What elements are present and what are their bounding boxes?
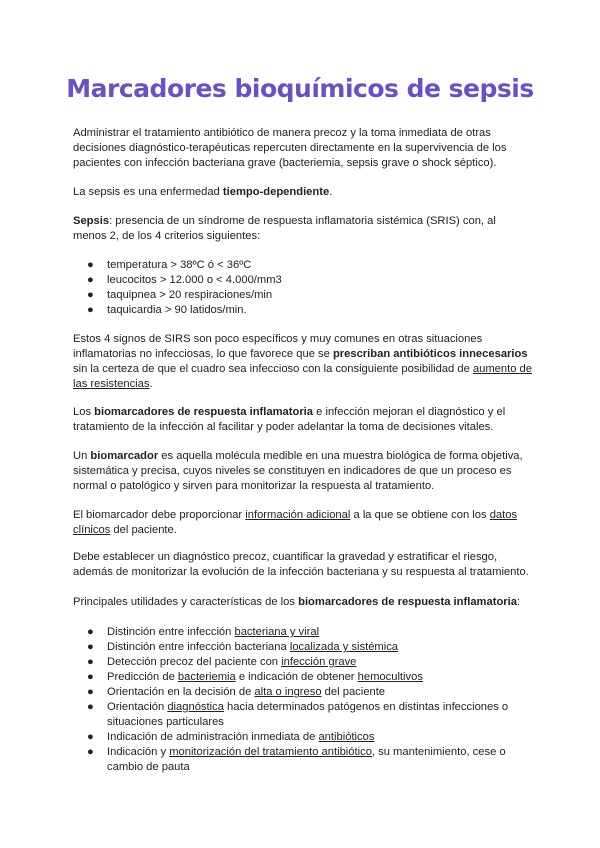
text-span: hacia determinados patógenos en distintas infecciones o xyxy=(223,701,509,713)
list-item-text: taquicardia > 90 latidos/min. xyxy=(107,304,247,316)
list-item xyxy=(73,258,533,273)
text-line: cambio de pauta xyxy=(107,761,190,773)
text-span: es aquella molécula medible en una muestra biológica de forma objetiva, xyxy=(158,450,523,462)
text-span: . xyxy=(149,378,153,390)
bullet-icon: ● xyxy=(87,731,94,743)
text-line: Administrar el tratamiento antibiótico de manera precoz y la toma inmediata de otras xyxy=(73,127,491,139)
bold-term: Sepsis xyxy=(73,215,110,227)
bold-term: biomarcadores de respuesta inflamatoria xyxy=(298,596,517,608)
text-line: pacientes con infección bacteriana grave (bacteriemia, sepsis grave o shock séptico). xyxy=(73,157,497,169)
underlined-term: diagnóstica xyxy=(167,701,224,713)
list-item xyxy=(73,655,533,670)
underlined-term: monitorización del tratamiento antibiótico xyxy=(169,746,372,758)
text-line: Estos 4 signos de SIRS son poco específicos y muy comunes en otras situaciones xyxy=(73,333,483,345)
text-span: Orientación en la decisión de xyxy=(107,686,255,698)
text-line: tratamiento de la infección al facilitar y poder adelantar la toma de decisiones vitales. xyxy=(73,421,494,433)
text-span: Indicación y xyxy=(107,746,170,758)
bold-term: biomarcadores de respuesta inflamatoria xyxy=(94,406,314,418)
underlined-term: alta o ingreso xyxy=(254,686,322,698)
document-title: Marcadores bioquímicos de sepsis xyxy=(66,74,534,103)
text-line: además de monitorizar la evolución de la infección bacteriana y su respuesta al tratamiento. xyxy=(73,566,529,578)
list-item xyxy=(73,700,533,730)
list-item xyxy=(73,625,533,640)
bullet-icon: ● xyxy=(87,656,94,668)
additional-info-paragraph xyxy=(73,508,533,538)
text-span: Principales utilidades y características de los xyxy=(73,596,299,608)
underlined-term: hemocultivos xyxy=(357,671,423,683)
text-span: Distinción entre infección bacteriana xyxy=(107,641,290,653)
bold-term: prescriban antibióticos innecesarios xyxy=(332,348,528,360)
text-span: inflamatorias no infecciosas, lo que favorece que se xyxy=(73,348,333,360)
list-item xyxy=(73,685,533,700)
sirs-criteria-list xyxy=(73,258,533,318)
sirs-specificity-paragraph xyxy=(73,332,533,392)
text-line: Debe establecer un diagnóstico precoz, cuantificar la gravedad y estratificar el riesgo, xyxy=(73,551,498,563)
list-item-text: taquipnea > 20 respiraciones/min xyxy=(107,289,273,301)
biomarker-definition-paragraph xyxy=(73,449,533,494)
biomarkers-intro-paragraph xyxy=(73,405,533,435)
underlined-term: aumento de xyxy=(472,363,532,375)
underlined-term: clínicos xyxy=(73,524,111,536)
early-diagnosis-paragraph xyxy=(73,550,533,580)
text-span: e indicación de obtener xyxy=(235,671,358,683)
list-item xyxy=(73,273,533,288)
underlined-term: bacteriemia xyxy=(177,671,236,683)
text-span: Los xyxy=(73,406,95,418)
bullet-icon: ● xyxy=(87,701,94,713)
list-item xyxy=(73,303,533,318)
uses-heading-paragraph xyxy=(73,595,533,610)
text-span: La sepsis es una enfermedad xyxy=(73,186,223,198)
text-span: : presencia de un síndrome de respuesta inflamatoria sistémica (SRIS) con, al xyxy=(109,215,496,227)
text-span: del paciente xyxy=(321,686,386,698)
bold-term: tiempo-dependiente xyxy=(222,186,330,198)
text-line: normal o patológico y sirven para monitorizar la respuesta al tratamiento. xyxy=(73,480,435,492)
text-span: Orientación xyxy=(107,701,168,713)
text-span: Detección precoz del paciente con xyxy=(107,656,282,668)
list-item xyxy=(73,288,533,303)
list-item-text: temperatura > 38ºC ó < 36ºC xyxy=(107,259,252,271)
underlined-term: bacteriana y viral xyxy=(234,626,320,638)
text-span: , su mantenimiento, cese o xyxy=(371,746,506,758)
underlined-term: datos xyxy=(489,509,518,521)
text-span: . xyxy=(329,186,333,198)
bullet-icon: ● xyxy=(87,289,94,301)
bullet-icon: ● xyxy=(87,641,94,653)
text-span: Indicación de administración inmediata de xyxy=(107,731,319,743)
text-line: decisiones diagnóstico-terapéuticas repercuten directamente en la supervivencia de los xyxy=(73,142,507,154)
intro-paragraph xyxy=(73,126,533,171)
list-item xyxy=(73,640,533,655)
text-line: menos 2, de los 4 criterios siguientes: xyxy=(73,230,261,242)
text-span: del paciente. xyxy=(110,524,177,536)
bold-term: biomarcador xyxy=(90,450,159,462)
text-span: e infección mejoran el diagnóstico y el xyxy=(313,406,506,418)
bullet-icon: ● xyxy=(87,274,94,286)
underlined-term: información adicional xyxy=(245,509,351,521)
text-span: sin la certeza de que el cuadro sea infeccioso con la consiguiente posibilidad de xyxy=(73,363,473,375)
biomarker-uses-list xyxy=(73,625,533,775)
list-item xyxy=(73,730,533,745)
time-dependent-paragraph xyxy=(73,185,533,200)
bullet-icon: ● xyxy=(87,626,94,638)
text-span: Distinción entre infección xyxy=(107,626,235,638)
text-span: a la que se obtiene con los xyxy=(350,509,490,521)
bullet-icon: ● xyxy=(87,746,94,758)
list-item xyxy=(73,670,533,685)
bullet-icon: ● xyxy=(87,304,94,316)
bullet-icon: ● xyxy=(87,686,94,698)
underlined-term: las resistencias xyxy=(73,378,150,390)
list-item-text: leucocitos > 12.000 o < 4.000/mm3 xyxy=(107,274,282,286)
text-span: : xyxy=(516,596,521,608)
sepsis-definition-paragraph xyxy=(73,214,533,244)
text-span: El biomarcador debe proporcionar xyxy=(73,509,246,521)
underlined-term: localizada y sistémica xyxy=(289,641,399,653)
list-item xyxy=(73,745,533,775)
text-line: situaciones particulares xyxy=(107,716,224,728)
bullet-icon: ● xyxy=(87,259,94,271)
text-span: Predicción de xyxy=(107,671,178,683)
bullet-icon: ● xyxy=(87,671,94,683)
underlined-term: infección grave xyxy=(281,656,357,668)
text-span: Un xyxy=(73,450,91,462)
underlined-term: antibióticos xyxy=(318,731,375,743)
text-line: sistemática y precisa, cuyos niveles se constituyen en indicadores de que un proceso es xyxy=(73,465,512,477)
